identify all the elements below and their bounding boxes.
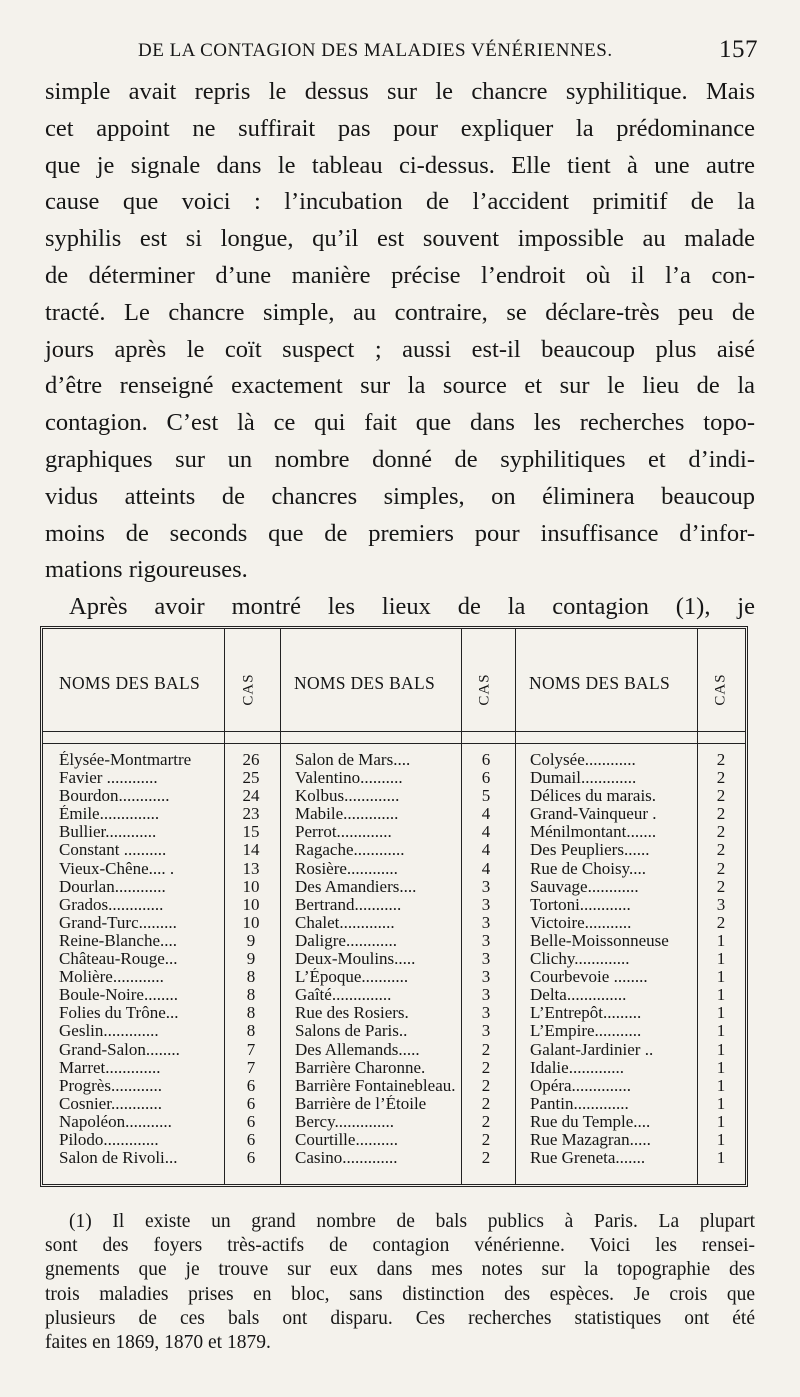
table-row <box>295 1095 513 1113</box>
case-count: 1 <box>716 1039 726 1059</box>
table-row <box>530 1113 748 1131</box>
case-count: 1 <box>716 1129 726 1149</box>
footnote-line: plusieurs de ces bals ont disparu. Ces recherches statistiques ont été <box>45 1307 755 1329</box>
table-row <box>295 860 513 878</box>
header-bal-name: NOMS DES BALS <box>294 673 436 693</box>
footnote-line: trois maladies prises en bloc, sans distinction des espèces. Je crois que <box>45 1283 755 1305</box>
bal-name: Émile.............. <box>59 805 160 824</box>
case-count: 3 <box>481 930 491 950</box>
table-row <box>295 914 513 932</box>
bal-name: Daligre............ <box>295 931 397 950</box>
table-row <box>530 950 748 968</box>
case-count: 2 <box>716 768 726 788</box>
case-count: 3 <box>481 1021 491 1041</box>
case-count: 3 <box>481 985 491 1005</box>
bal-name: Délices du marais. <box>530 787 657 806</box>
case-count: 7 <box>246 1057 256 1077</box>
table-row <box>530 751 748 769</box>
case-count: 2 <box>481 1093 491 1113</box>
case-count: 1 <box>716 1057 726 1077</box>
bal-name: Napoléon........... <box>59 1112 172 1131</box>
bal-name: Rue Greneta....... <box>530 1149 646 1168</box>
table-row <box>295 878 513 896</box>
bal-name: Rosière............ <box>295 859 398 878</box>
case-count: 2 <box>481 1039 491 1059</box>
bal-name: Dourlan............ <box>59 877 166 896</box>
table-row <box>530 1022 748 1040</box>
table-row <box>530 896 748 914</box>
bal-name: Salon de Mars.... <box>295 751 411 769</box>
case-count: 14 <box>242 840 260 860</box>
body-line: jours après le coït suspect ; aussi est-il beaucoup plus aisé <box>45 335 755 363</box>
body-line: moins de seconds que de premiers pour insuffisance d’infor- <box>45 519 755 547</box>
bal-name: Gaîté.............. <box>295 986 392 1005</box>
bal-name: Dumail............. <box>530 769 637 788</box>
bal-name: Colysée............ <box>530 751 636 769</box>
case-count: 2 <box>716 822 726 842</box>
table-row <box>530 914 748 932</box>
bal-name: Belle-Moissonneuse <box>530 931 669 950</box>
header-cas: CAS <box>240 673 257 706</box>
bal-name: Perrot............. <box>295 823 392 842</box>
case-count: 6 <box>246 1148 256 1168</box>
table-row <box>295 896 513 914</box>
bal-name: Delta.............. <box>530 986 627 1005</box>
case-count: 26 <box>242 750 260 769</box>
case-count: 6 <box>481 750 491 769</box>
case-count: 10 <box>242 876 260 896</box>
table-row <box>530 1041 748 1059</box>
table-row <box>295 805 513 823</box>
bal-name: Pantin............. <box>530 1094 629 1113</box>
body-line: graphiques sur un nombre donné de syphilitiques et d’indi- <box>45 445 755 473</box>
bal-name: Courtille.......... <box>295 1130 398 1149</box>
case-count: 24 <box>242 786 260 806</box>
footnote-line: (1) Il existe un grand nombre de bals publics à Paris. La plupart <box>69 1211 755 1232</box>
table-row <box>59 1131 279 1149</box>
bal-name: Rue des Rosiers. <box>295 1004 409 1023</box>
table-row <box>295 986 513 1004</box>
table-row <box>59 950 279 968</box>
table-row <box>530 769 748 787</box>
case-count: 2 <box>716 912 726 932</box>
table-row <box>295 1022 513 1040</box>
case-count: 3 <box>481 949 491 969</box>
bal-name: Grand-Salon........ <box>59 1040 180 1059</box>
case-count: 3 <box>481 894 491 914</box>
case-count: 3 <box>481 967 491 987</box>
table-row <box>59 1077 279 1095</box>
table-row <box>59 787 279 805</box>
case-count: 2 <box>716 876 726 896</box>
column-rule <box>515 629 516 1184</box>
footnote-line: sont des foyers très-actifs de contagion vénérienne. Voici les rensei- <box>45 1235 755 1257</box>
table-row <box>530 932 748 950</box>
table-row <box>295 1077 513 1095</box>
table-row <box>59 968 279 986</box>
case-count: 4 <box>481 822 491 842</box>
table-row <box>295 1131 513 1149</box>
table-row <box>59 1095 279 1113</box>
bal-name: Boule-Noire........ <box>59 986 178 1005</box>
table-row <box>295 823 513 841</box>
case-count: 2 <box>716 858 726 878</box>
bal-name: Rue du Temple.... <box>530 1112 651 1131</box>
body-line: de déterminer d’une manière précise l’endroit où il l’a con- <box>45 261 755 289</box>
bal-name: Barrière de l’Étoile <box>295 1094 427 1113</box>
case-count: 1 <box>716 1148 726 1168</box>
table-row <box>295 769 513 787</box>
table-row <box>59 914 279 932</box>
table-row <box>530 878 748 896</box>
table-column-3 <box>530 751 748 1167</box>
bals-table <box>40 626 748 1187</box>
bal-name: Sauvage............ <box>530 877 639 896</box>
case-count: 13 <box>242 858 260 878</box>
case-count: 8 <box>246 967 256 987</box>
header-rule <box>43 731 745 732</box>
body-line: syphilis est si longue, qu’il est souvent impossible au malade <box>45 225 755 253</box>
case-count: 1 <box>716 1021 726 1041</box>
column-rule <box>280 629 281 1184</box>
table-row <box>530 841 748 859</box>
table-column-2 <box>295 751 513 1167</box>
bal-name: Bercy.............. <box>295 1112 394 1131</box>
header-rule-inner <box>43 743 745 744</box>
case-count: 3 <box>481 876 491 896</box>
table-row <box>295 1041 513 1059</box>
bal-name: Salons de Paris.. <box>295 1022 408 1041</box>
footnote-line: gnements que je trouve sur eux dans mes notes sur la topographie des <box>45 1259 755 1281</box>
bal-name: Favier ............ <box>59 769 158 788</box>
case-count: 1 <box>716 1111 726 1131</box>
case-count: 1 <box>716 985 726 1005</box>
bal-name: Cosnier............ <box>59 1094 162 1113</box>
bal-name: Vieux-Chêne.... . <box>59 859 175 878</box>
bal-name: L’Époque........... <box>295 968 409 987</box>
bal-name: Constant .......... <box>59 841 167 860</box>
case-count: 10 <box>242 894 260 914</box>
bal-name: L’Empire........... <box>530 1022 642 1041</box>
case-count: 6 <box>246 1111 256 1131</box>
case-count: 1 <box>716 949 726 969</box>
header-bal-name: NOMS DES BALS <box>529 673 671 693</box>
case-count: 2 <box>481 1057 491 1077</box>
case-count: 2 <box>481 1075 491 1095</box>
bal-name: Opéra.............. <box>530 1076 632 1095</box>
table-row <box>59 823 279 841</box>
table-row <box>59 860 279 878</box>
body-line: d’être renseigné exactement sur la source et sur le lieu de la <box>45 372 755 400</box>
table-row <box>530 823 748 841</box>
case-count: 1 <box>716 930 726 950</box>
case-count: 2 <box>716 840 726 860</box>
table-row <box>295 751 513 769</box>
page-number: 157 <box>719 36 758 63</box>
table-row <box>59 841 279 859</box>
bal-name: Château-Rouge... <box>59 950 178 969</box>
bal-name: Casino............. <box>295 1149 398 1168</box>
table-row <box>59 1149 279 1167</box>
case-count: 5 <box>481 786 491 806</box>
body-line: contagion. C’est là ce qui fait que dans les recherches topo- <box>45 409 755 437</box>
bal-name: Grand-Vainqueur . <box>530 805 657 824</box>
case-count: 1 <box>716 1093 726 1113</box>
bal-name: Victoire........... <box>530 913 632 932</box>
table-row <box>59 896 279 914</box>
table-row <box>295 1004 513 1022</box>
bal-name: Mabile............. <box>295 805 399 824</box>
running-head <box>40 36 758 66</box>
case-count: 8 <box>246 1021 256 1041</box>
table-row <box>530 1149 748 1167</box>
bal-name: Barrière Charonne. <box>295 1058 426 1077</box>
table-row <box>295 1149 513 1167</box>
table-row <box>59 805 279 823</box>
table-row <box>530 1059 748 1077</box>
case-count: 10 <box>242 912 260 932</box>
case-count: 4 <box>481 804 491 824</box>
body-line: cet appoint ne suffirait pas pour expliquer la prédominance <box>45 114 755 142</box>
bal-name: Élysée-Montmartre <box>59 751 192 769</box>
body-paragraphs <box>45 74 755 626</box>
bal-name: Salon de Rivoli... <box>59 1149 178 1168</box>
bal-name: Chalet............. <box>295 913 395 932</box>
case-count: 1 <box>716 1003 726 1023</box>
bal-name: Galant-Jardinier .. <box>530 1040 654 1059</box>
case-count: 8 <box>246 1003 256 1023</box>
bal-name: Grados............. <box>59 895 164 914</box>
bal-name: L’Entrepôt......... <box>530 1004 642 1023</box>
table-row <box>530 968 748 986</box>
table-row <box>59 1022 279 1040</box>
body-line: simple avait repris le dessus sur le chancre syphilitique. Mais <box>45 78 755 105</box>
case-count: 2 <box>481 1111 491 1131</box>
case-count: 4 <box>481 858 491 878</box>
case-count: 3 <box>481 1003 491 1023</box>
bal-name: Molière............ <box>59 968 164 987</box>
bal-name: Bertrand........... <box>295 895 402 914</box>
body-line: Après avoir montré les lieux de la contagion (1), je <box>69 593 755 621</box>
bal-name: Ménilmontant....... <box>530 823 657 842</box>
case-count: 2 <box>716 804 726 824</box>
bal-name: Des Peupliers...... <box>530 841 650 860</box>
case-count: 2 <box>716 786 726 806</box>
case-count: 2 <box>481 1129 491 1149</box>
header-cas: CAS <box>712 673 729 706</box>
bal-name: Deux-Moulins..... <box>295 950 416 969</box>
body-line: mations rigoureuses. <box>45 556 248 584</box>
table-row <box>295 932 513 950</box>
bal-name: Des Allemands..... <box>295 1040 420 1059</box>
footnote-line: faites en 1869, 1870 et 1879. <box>45 1332 271 1354</box>
table-row <box>59 1113 279 1131</box>
bal-name: Ragache............ <box>295 841 405 860</box>
bal-name: Bullier............ <box>59 823 157 842</box>
body-line: cause que voici : l’incubation de l’accident primitif de la <box>45 188 755 216</box>
case-count: 4 <box>481 840 491 860</box>
table-row <box>295 787 513 805</box>
case-count: 3 <box>716 894 726 914</box>
table-row <box>59 932 279 950</box>
table-row <box>295 1059 513 1077</box>
table-row <box>59 986 279 1004</box>
case-count: 6 <box>246 1129 256 1149</box>
table-row <box>530 1004 748 1022</box>
case-count: 3 <box>481 912 491 932</box>
case-count: 9 <box>246 949 256 969</box>
bal-name: Reine-Blanche.... <box>59 931 178 950</box>
bal-name: Marret............. <box>59 1058 161 1077</box>
running-title: DE LA CONTAGION DES MALADIES VÉNÉRIENNES. <box>138 40 613 61</box>
case-count: 6 <box>246 1093 256 1113</box>
case-count: 23 <box>242 804 260 824</box>
bal-name: Idalie............. <box>530 1058 624 1077</box>
bal-name: Grand-Turc......... <box>59 913 177 932</box>
bal-name: Rue de Choisy.... <box>530 859 647 878</box>
table-row <box>530 1131 748 1149</box>
bal-name: Des Amandiers.... <box>295 877 417 896</box>
case-count: 2 <box>716 750 726 769</box>
bal-name: Tortoni............ <box>530 895 631 914</box>
table-row <box>295 968 513 986</box>
bal-name: Barrière Fontainebleau. <box>295 1076 456 1095</box>
table-column-1 <box>59 751 279 1167</box>
case-count: 15 <box>242 822 260 842</box>
table-row <box>59 769 279 787</box>
footnote <box>45 1210 755 1355</box>
bal-name: Clichy............. <box>530 950 630 969</box>
table-row <box>530 787 748 805</box>
table-row <box>59 1004 279 1022</box>
bal-name: Bourdon............ <box>59 787 170 806</box>
case-count: 1 <box>716 967 726 987</box>
table-row <box>530 1077 748 1095</box>
table-row <box>530 805 748 823</box>
table-row <box>530 860 748 878</box>
bal-name: Valentino.......... <box>295 769 403 788</box>
bal-name: Geslin............. <box>59 1022 159 1041</box>
header-cas: CAS <box>476 673 493 706</box>
body-line: tracté. Le chancre simple, au contraire, se déclare-très peu de <box>45 298 755 326</box>
table-row <box>530 1095 748 1113</box>
body-line: vidus atteints de chancres simples, on éliminera beaucoup <box>45 482 755 510</box>
case-count: 6 <box>246 1075 256 1095</box>
case-count: 6 <box>481 768 491 788</box>
case-count: 7 <box>246 1039 256 1059</box>
table-row <box>59 751 279 769</box>
header-bal-name: NOMS DES BALS <box>59 673 201 693</box>
case-count: 1 <box>716 1075 726 1095</box>
table-row <box>295 1113 513 1131</box>
table-row <box>59 1059 279 1077</box>
bal-name: Courbevoie ........ <box>530 968 648 987</box>
bal-name: Pilodo............. <box>59 1130 159 1149</box>
table-row <box>530 986 748 1004</box>
table-row <box>295 950 513 968</box>
bal-name: Rue Mazagran..... <box>530 1130 651 1149</box>
case-count: 9 <box>246 930 256 950</box>
case-count: 8 <box>246 985 256 1005</box>
bal-name: Folies du Trône... <box>59 1004 179 1023</box>
body-line: que je signale dans le tableau ci-dessus. Elle tient à une autre <box>45 151 755 179</box>
table-row <box>59 878 279 896</box>
bal-name: Kolbus............. <box>295 787 400 806</box>
case-count: 25 <box>242 768 260 788</box>
case-count: 2 <box>481 1148 491 1168</box>
table-row <box>295 841 513 859</box>
table-row <box>59 1041 279 1059</box>
bal-name: Progrès............ <box>59 1076 162 1095</box>
